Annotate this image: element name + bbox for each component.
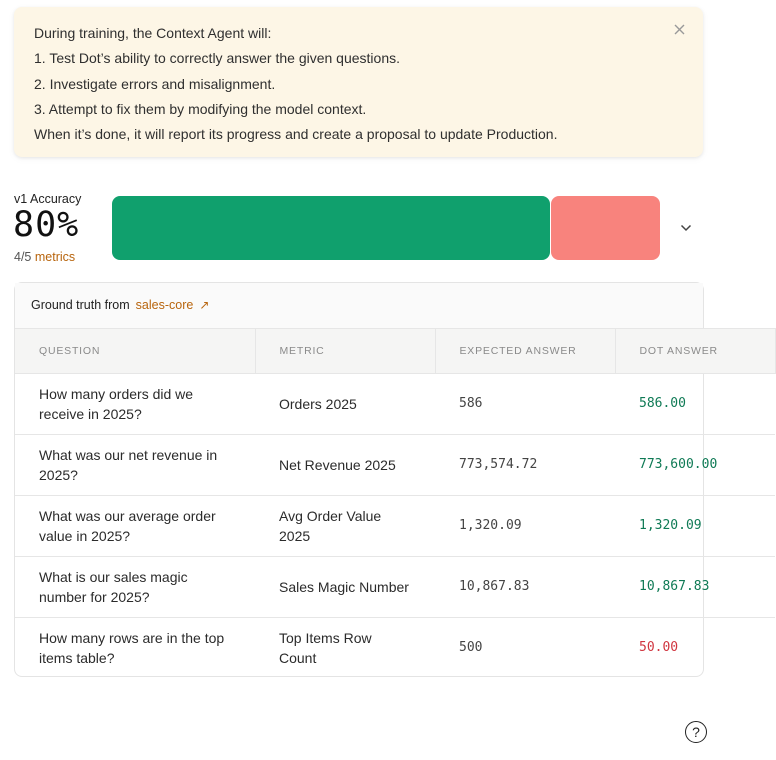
close-icon[interactable] [671,21,687,37]
ground-truth-label: Ground truth from [31,298,130,312]
expected-answer-cell: 10,867.83 [435,557,615,618]
question-cell: What was our net revenue in 2025? [15,435,255,496]
ground-truth-source-link[interactable]: sales-core [135,298,194,312]
question-cell: What is our sales magic number for 2025? [15,557,255,618]
dot-answer-cell: 1,320.09 [615,496,775,557]
ground-truth-table [15,328,776,679]
metric-cell: Orders 2025 [255,374,435,435]
expected-answer-cell: 500 [435,618,615,679]
ground-truth-panel [14,282,718,677]
ground-truth-header [15,283,703,328]
accuracy-pass-bar [112,196,550,260]
column-header-question[interactable]: QUESTION [15,329,255,374]
notice-line: 2. Investigate errors and misalignment. [34,75,276,92]
metrics-unit: metrics [34,250,76,264]
external-link-icon[interactable]: ↗ [199,298,210,312]
metric-cell: Top Items Row Count [255,618,435,679]
expected-answer-cell: 773,574.72 [435,435,615,496]
expected-answer-cell: 1,320.09 [435,496,615,557]
question-cell: What was our average order value in 2025? [15,496,255,557]
question-cell: How many orders did we receive in 2025? [15,374,255,435]
dot-answer-cell: 10,867.83 [615,557,775,618]
question-cell: How many rows are in the top items table? [15,618,255,679]
accuracy-fail-bar [551,196,660,260]
column-header-expected-answer[interactable]: EXPECTED ANSWER [435,329,615,374]
metric-cell: Sales Magic Number [255,557,435,618]
table-row[interactable] [15,557,775,618]
expected-answer-cell: 586 [435,374,615,435]
table-row[interactable] [15,496,775,557]
chevron-down-icon[interactable] [678,220,694,236]
training-notice [14,7,703,157]
metric-cell: Avg Order Value 2025 [255,496,435,557]
dot-answer-cell: 50.00 [615,618,775,679]
table-row[interactable] [15,435,775,496]
dot-answer-cell: 586.00 [615,374,775,435]
column-header-metric[interactable]: METRIC [255,329,435,374]
notice-line: During training, the Context Agent will: [34,25,272,41]
table-row[interactable] [15,618,775,679]
accuracy-value: 80% [13,205,80,245]
dot-answer-cell: 773,600.00 [615,435,775,496]
table-row[interactable] [15,374,775,435]
column-header-dot-answer[interactable]: DOT ANSWER [615,329,775,374]
metric-cell: Net Revenue 2025 [255,435,435,496]
notice-line: 3. Attempt to fix them by modifying the model context. [34,100,367,117]
notice-line: 1. Test Dot’s ability to correctly answer the given questions. [34,50,400,67]
help-icon[interactable]: ? [685,721,707,743]
accuracy-label: v1 Accuracy [14,192,82,206]
notice-line: When it’s done, it will report its progress and create a proposal to update Production. [34,126,558,143]
metrics-count: 4/5 [14,250,32,264]
accuracy-count [14,250,75,264]
